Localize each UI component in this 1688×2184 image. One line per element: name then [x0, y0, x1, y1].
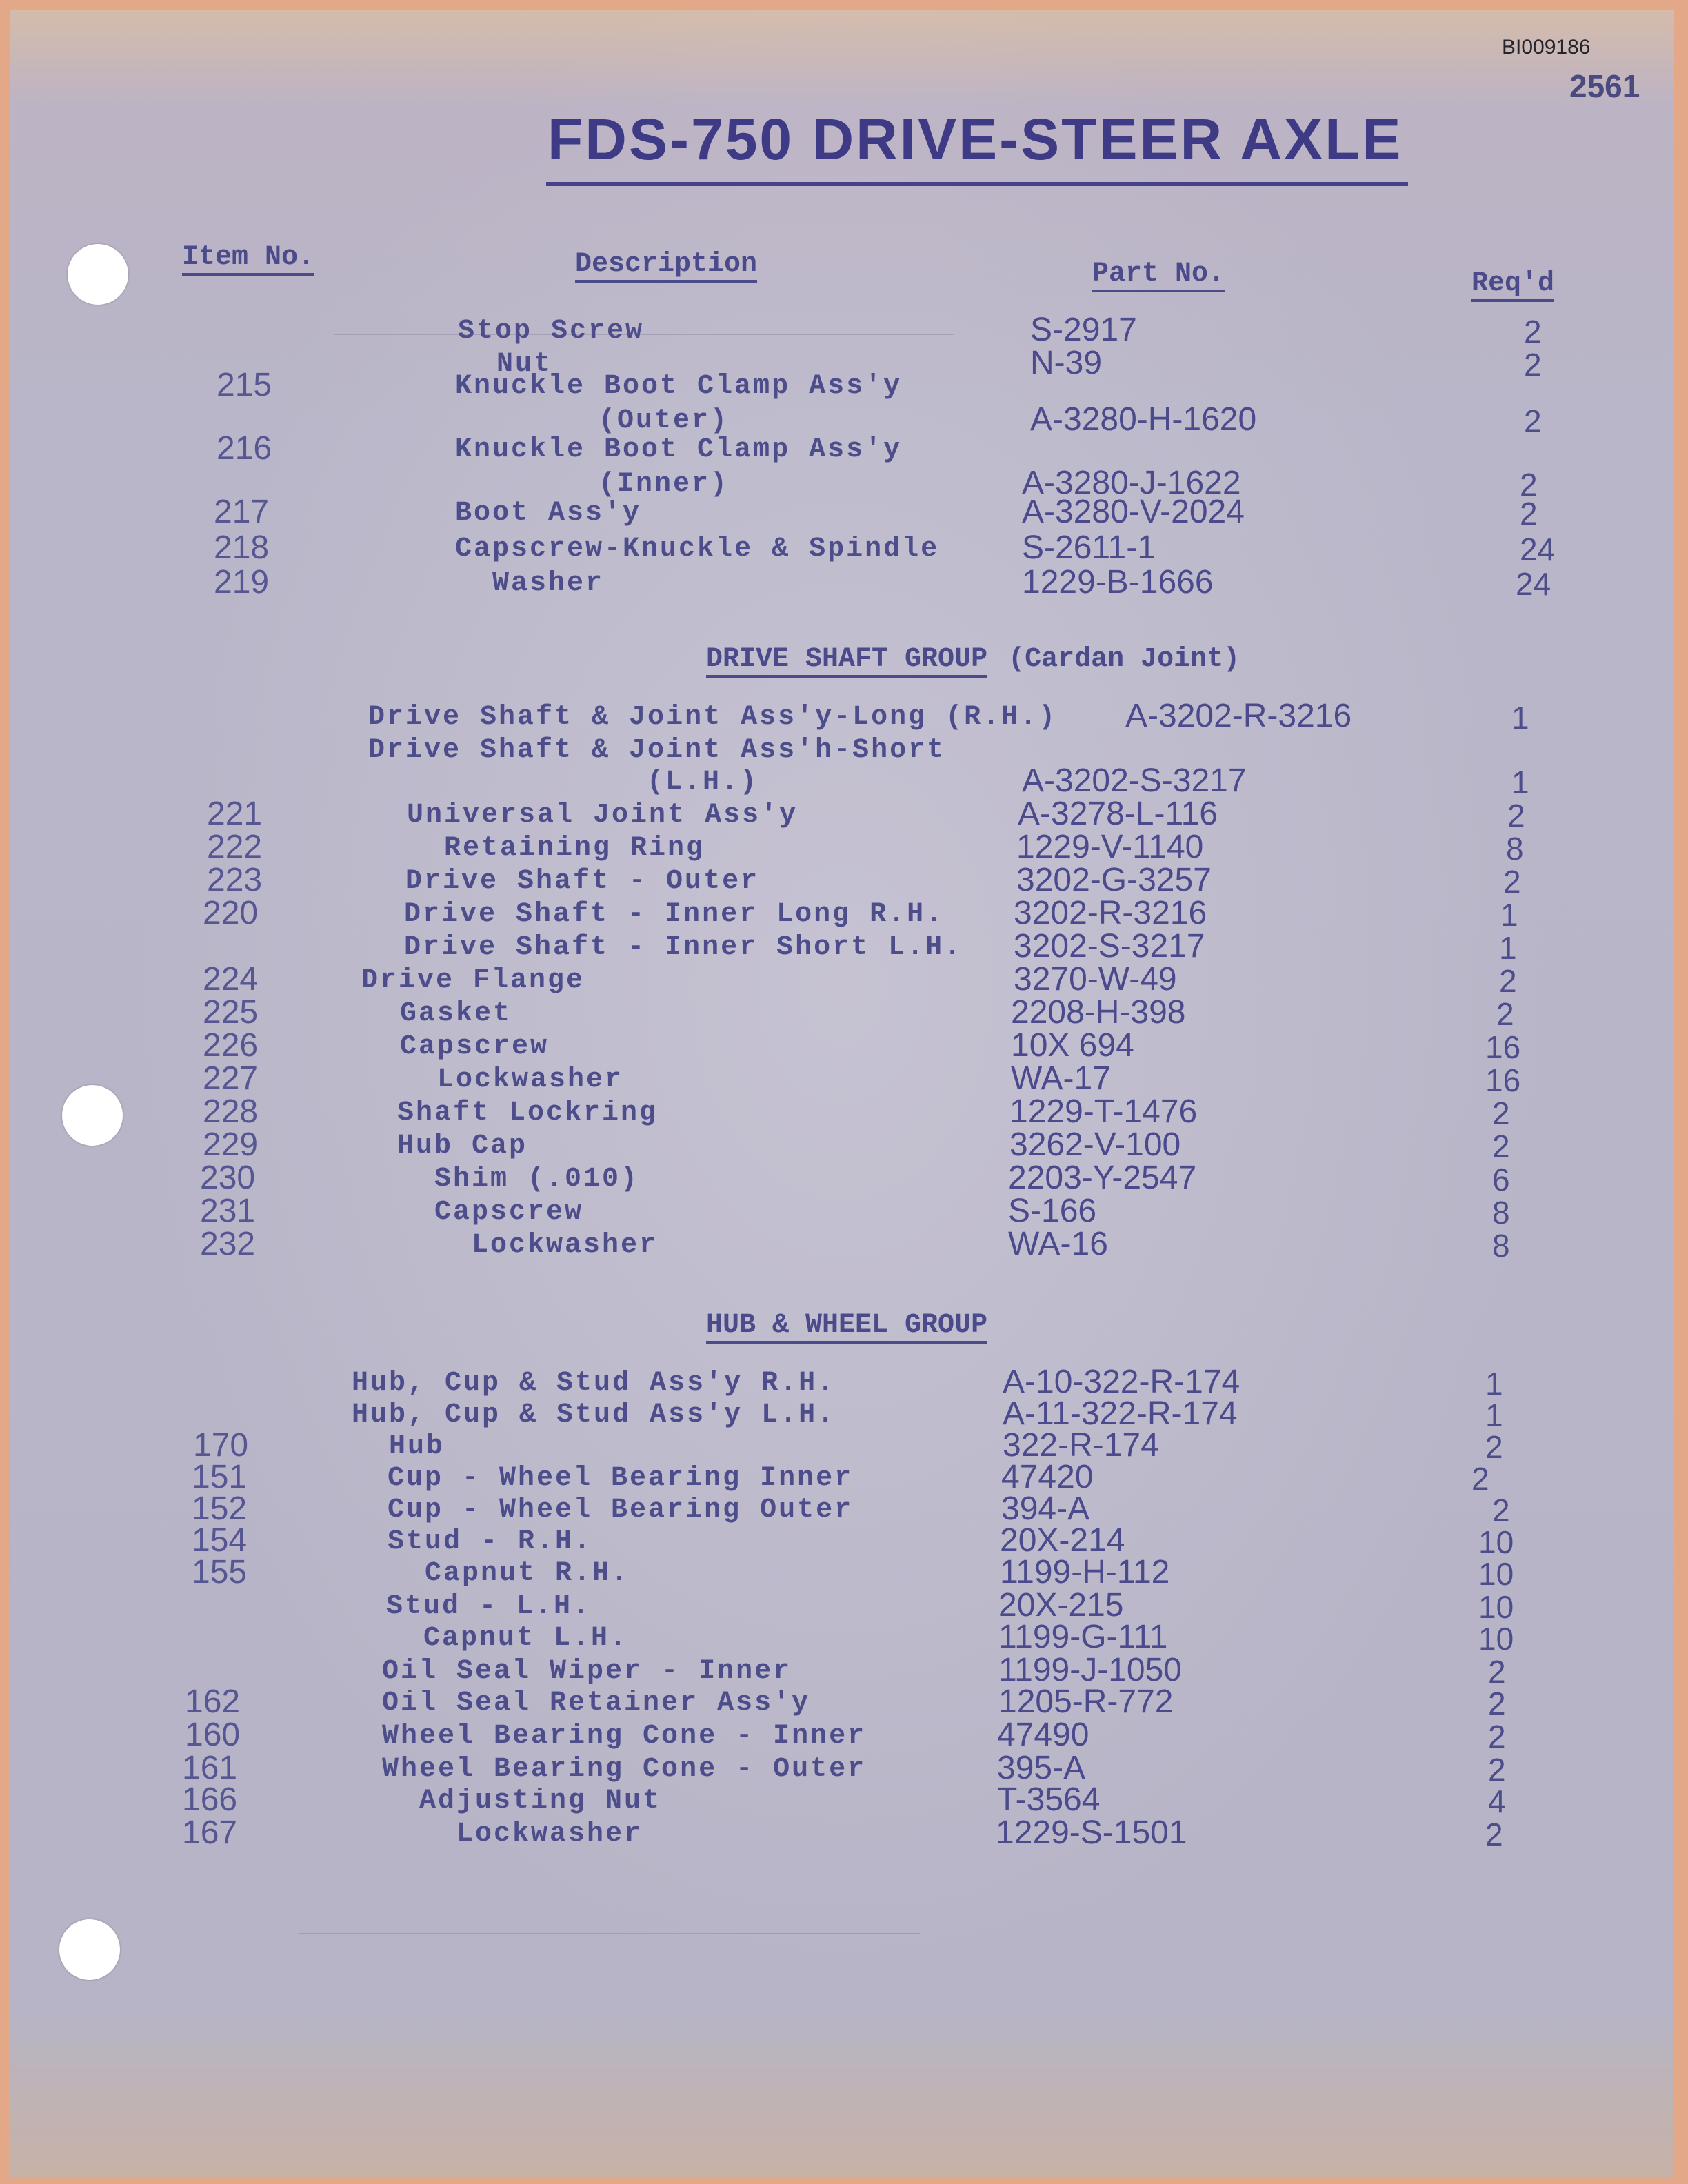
- quantity-required: 1: [1500, 897, 1518, 933]
- part-description: Lockwasher: [456, 1819, 643, 1850]
- group-heading: [706, 1310, 987, 1342]
- quantity-required: 2: [1520, 496, 1538, 532]
- part-description: Gasket: [400, 998, 512, 1029]
- item-number: 170: [193, 1427, 249, 1464]
- item-number: 223: [207, 862, 263, 898]
- group-heading: [706, 644, 1240, 676]
- item-number: 229: [203, 1126, 259, 1163]
- quantity-required: 2: [1524, 347, 1542, 383]
- item-number: 224: [203, 961, 259, 998]
- part-description: Drive Shaft & Joint Ass'h-Short: [368, 735, 946, 766]
- quantity-required: 2: [1492, 1095, 1510, 1131]
- item-number: 162: [185, 1684, 241, 1720]
- part-number: T-3564: [997, 1781, 1101, 1818]
- group-title: DRIVE SHAFT GROUP: [706, 644, 987, 678]
- quantity-required: 2: [1503, 864, 1521, 900]
- part-number: 2203-Y-2547: [1008, 1160, 1197, 1196]
- part-number: WA-17: [1011, 1060, 1111, 1097]
- part-description: Cup - Wheel Bearing Outer: [388, 1495, 854, 1526]
- part-number: 322-R-174: [1003, 1427, 1159, 1464]
- item-number: 220: [203, 895, 259, 931]
- quantity-required: 24: [1520, 532, 1556, 567]
- part-number: 20X-215: [998, 1587, 1124, 1624]
- item-number: 151: [192, 1459, 248, 1495]
- part-number: 10X 694: [1011, 1027, 1134, 1064]
- part-number: S-2611-1: [1022, 529, 1156, 566]
- part-number: 20X-214: [1000, 1522, 1125, 1559]
- part-description: Capscrew: [434, 1197, 584, 1228]
- quantity-required: 2: [1488, 1686, 1506, 1721]
- part-description: Capscrew-Knuckle & Spindle: [455, 534, 940, 565]
- part-number: 1229-V-1140: [1016, 829, 1204, 865]
- quantity-required: 1: [1485, 1397, 1503, 1433]
- part-description: Stop Screw: [458, 316, 645, 347]
- part-number: A-3202-S-3217: [1022, 762, 1247, 799]
- part-description: Wheel Bearing Cone - Outer: [382, 1754, 867, 1785]
- part-number: 1199-H-112: [1000, 1554, 1170, 1590]
- part-description: Washer: [492, 568, 605, 599]
- item-number: 154: [192, 1522, 248, 1559]
- quantity-required: 10: [1478, 1589, 1514, 1625]
- part-description: Capnut L.H.: [423, 1623, 629, 1654]
- binder-hole-middle: [62, 1085, 123, 1146]
- quantity-required: 8: [1492, 1195, 1510, 1231]
- header-part-no: Part No.: [1092, 259, 1225, 292]
- quantity-required: 2: [1485, 1429, 1503, 1465]
- binder-hole-bottom: [59, 1919, 120, 1980]
- part-description: Oil Seal Wiper - Inner: [382, 1656, 792, 1687]
- item-number: 221: [207, 796, 263, 832]
- part-number: A-3202-R-3216: [1125, 698, 1352, 734]
- document-id: BI009186: [1502, 36, 1591, 59]
- header-description: Description: [575, 250, 757, 283]
- quantity-required: 4: [1488, 1783, 1506, 1819]
- item-number: 167: [182, 1814, 238, 1851]
- part-number: N-39: [1030, 345, 1103, 381]
- quantity-required: 2: [1499, 963, 1517, 999]
- part-number: 394-A: [1001, 1490, 1090, 1527]
- part-description: Nut: [496, 349, 553, 380]
- part-description: Knuckle Boot Clamp Ass'y: [455, 434, 903, 465]
- quantity-required: 2: [1507, 798, 1525, 833]
- item-number: 219: [214, 564, 270, 600]
- part-number: 395-A: [997, 1750, 1086, 1786]
- header-reqd: Req'd: [1471, 269, 1554, 302]
- part-description: Capnut R.H.: [425, 1558, 630, 1589]
- quantity-required: 6: [1492, 1162, 1510, 1197]
- part-description: Knuckle Boot Clamp Ass'y: [455, 371, 903, 402]
- part-number: 1205-R-772: [998, 1684, 1174, 1720]
- item-number: 215: [217, 367, 272, 403]
- part-description: Shaft Lockring: [397, 1098, 659, 1129]
- faint-rule-bottom: [299, 1933, 920, 1934]
- quantity-required: 2: [1496, 996, 1514, 1032]
- part-description: Drive Shaft - Inner Short L.H.: [404, 932, 963, 963]
- part-description: Drive Shaft - Inner Long R.H.: [404, 899, 945, 930]
- part-description: Cup - Wheel Bearing Inner: [388, 1463, 854, 1494]
- quantity-required: 2: [1485, 1817, 1503, 1852]
- quantity-required: 2: [1488, 1719, 1506, 1755]
- item-number: 225: [203, 994, 259, 1031]
- part-number: 47420: [1001, 1459, 1094, 1495]
- quantity-required: 16: [1485, 1062, 1521, 1098]
- part-number: 3262-V-100: [1009, 1126, 1181, 1163]
- part-description: Universal Joint Ass'y: [407, 800, 798, 831]
- part-number: A-11-322-R-174: [1003, 1395, 1238, 1432]
- item-number: 227: [203, 1060, 259, 1097]
- parts-list-sheet: [10, 10, 1674, 2177]
- part-number: 1229-B-1666: [1022, 564, 1214, 600]
- item-number: 216: [217, 430, 272, 467]
- part-description: Shim (.010): [434, 1164, 640, 1195]
- part-description: Wheel Bearing Cone - Inner: [382, 1721, 867, 1752]
- part-number: 3202-R-3216: [1014, 895, 1207, 931]
- part-description: (Outer): [599, 405, 730, 436]
- quantity-required: 2: [1524, 403, 1542, 439]
- part-description: Adjusting Nut: [419, 1786, 662, 1817]
- part-description: Drive Flange: [361, 965, 585, 996]
- part-number: WA-16: [1008, 1226, 1108, 1262]
- quantity-required: 1: [1485, 1366, 1503, 1402]
- quantity-required: 1: [1511, 700, 1529, 736]
- part-number: S-2917: [1030, 312, 1137, 348]
- part-description: Hub Cap: [397, 1131, 528, 1162]
- part-description: Capscrew: [400, 1031, 550, 1062]
- title-underline: [546, 182, 1408, 186]
- part-number: A-3278-L-116: [1018, 796, 1218, 832]
- part-description: Lockwasher: [472, 1230, 659, 1261]
- group-title: HUB & WHEEL GROUP: [706, 1310, 987, 1344]
- quantity-required: 2: [1488, 1752, 1506, 1788]
- part-description: Retaining Ring: [444, 833, 705, 864]
- quantity-required: 8: [1492, 1228, 1510, 1264]
- part-description: Stud - L.H.: [386, 1591, 592, 1622]
- part-description: Hub: [389, 1431, 445, 1462]
- quantity-required: 2: [1492, 1129, 1510, 1164]
- quantity-required: 16: [1485, 1029, 1521, 1065]
- quantity-required: 2: [1520, 467, 1538, 503]
- item-number: 155: [192, 1554, 248, 1590]
- part-number: A-10-322-R-174: [1003, 1364, 1240, 1400]
- item-number: 228: [203, 1093, 259, 1130]
- quantity-required: 10: [1478, 1556, 1514, 1592]
- part-number: A-3280-H-1620: [1030, 401, 1257, 438]
- part-description: Oil Seal Retainer Ass'y: [382, 1688, 811, 1719]
- part-description: (L.H.): [647, 767, 759, 798]
- quantity-required: 2: [1471, 1461, 1489, 1497]
- part-number: 47490: [997, 1717, 1089, 1753]
- item-number: 231: [200, 1193, 256, 1229]
- part-description: Drive Shaft & Joint Ass'y-Long (R.H.): [368, 702, 1058, 733]
- part-description: Lockwasher: [437, 1064, 624, 1095]
- quantity-required: 10: [1478, 1621, 1514, 1657]
- item-number: 218: [214, 529, 270, 566]
- part-description: Stud - R.H.: [388, 1526, 593, 1557]
- part-number: S-166: [1008, 1193, 1097, 1229]
- part-number: 1199-J-1050: [998, 1652, 1182, 1688]
- item-number: 226: [203, 1027, 259, 1064]
- item-number: 217: [214, 494, 270, 530]
- group-note: (Cardan Joint): [1008, 644, 1240, 675]
- quantity-required: 8: [1506, 831, 1524, 867]
- page-title: FDS-750 DRIVE-STEER AXLE: [547, 107, 1403, 172]
- part-description: Hub, Cup & Stud Ass'y R.H.: [352, 1368, 836, 1399]
- part-number: 1229-T-1476: [1009, 1093, 1198, 1130]
- quantity-required: 2: [1488, 1654, 1506, 1690]
- quantity-required: 24: [1516, 566, 1551, 602]
- part-number: A-3280-V-2024: [1022, 494, 1245, 530]
- part-number: 3202-S-3217: [1014, 928, 1205, 964]
- quantity-required: 1: [1499, 930, 1517, 966]
- part-number: 3270-W-49: [1014, 961, 1177, 998]
- part-number: A-3280-J-1622: [1022, 465, 1241, 501]
- item-number: 222: [207, 829, 263, 865]
- header-item-no: Item No.: [182, 243, 314, 276]
- item-number: 166: [182, 1781, 238, 1818]
- quantity-required: 2: [1524, 314, 1542, 350]
- item-number: 152: [192, 1490, 248, 1527]
- item-number: 161: [182, 1750, 238, 1786]
- part-description: Boot Ass'y: [455, 498, 642, 529]
- part-description: (Inner): [599, 469, 730, 500]
- item-number: 160: [185, 1717, 241, 1753]
- part-description: Drive Shaft - Outer: [405, 866, 760, 897]
- part-number: 1199-G-111: [998, 1619, 1168, 1655]
- part-number: 2208-H-398: [1011, 994, 1186, 1031]
- item-number: 232: [200, 1226, 256, 1262]
- quantity-required: 2: [1492, 1493, 1510, 1528]
- page-number: 2561: [1569, 68, 1640, 104]
- quantity-required: 1: [1511, 765, 1529, 800]
- part-number: 3202-G-3257: [1016, 862, 1212, 898]
- part-description: Hub, Cup & Stud Ass'y L.H.: [352, 1399, 836, 1430]
- quantity-required: 10: [1478, 1524, 1514, 1560]
- item-number: 230: [200, 1160, 256, 1196]
- binder-hole-top: [68, 244, 128, 305]
- part-number: 1229-S-1501: [996, 1814, 1187, 1851]
